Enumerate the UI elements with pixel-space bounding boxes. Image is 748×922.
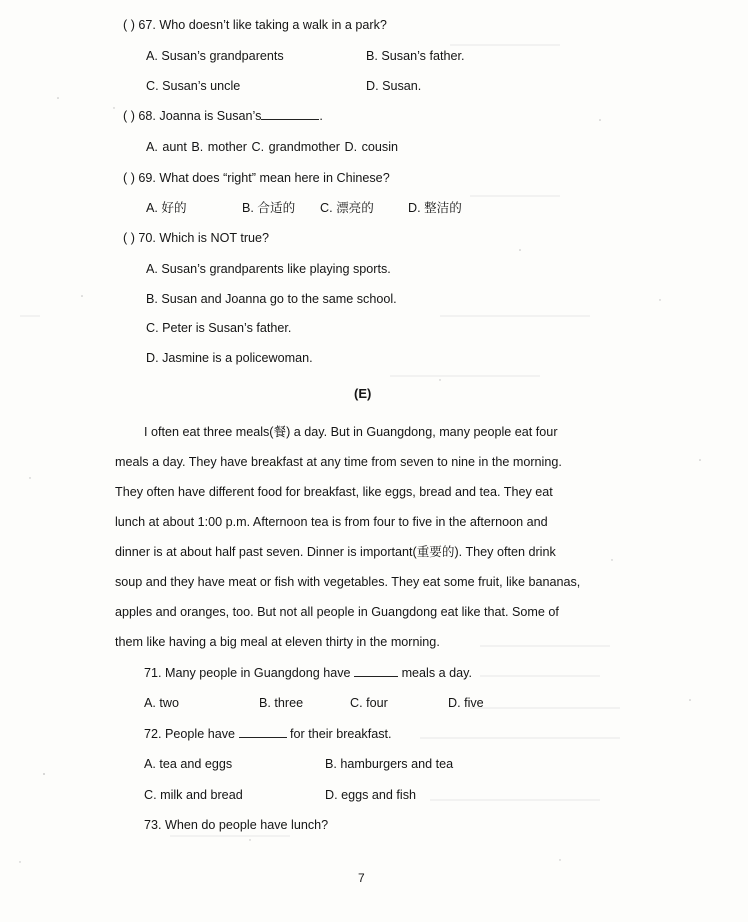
question-67-option-c: C. Susan’s uncle: [146, 79, 241, 93]
answer-blank: [261, 119, 319, 120]
question-72-option-b: B. hamburgers and tea: [325, 757, 454, 771]
question-68-options: A. aunt B. mother C. grandmother D. cousin: [146, 140, 398, 154]
question-71-stem-text: 71. Many people in Guangdong have: [144, 666, 351, 680]
page-number: 7: [358, 871, 365, 885]
question-73-stem: 73. When do people have lunch?: [144, 818, 329, 832]
passage-line: meals a day. They have breakfast at any time from seven to nine in the morning.: [115, 455, 562, 469]
answer-blank: [239, 737, 287, 738]
question-72-stem-text: 72. People have: [144, 727, 236, 741]
question-70-stem: ( ) 70. Which is NOT true?: [123, 231, 270, 245]
question-71-option-c: C. four: [350, 696, 388, 710]
question-67-stem: ( ) 67. Who doesn’t like taking a walk in a park?: [123, 18, 387, 32]
question-70-option-d: D. Jasmine is a policewoman.: [146, 351, 313, 365]
question-69-option-b: B. 合适的: [242, 201, 296, 215]
answer-blank: [354, 676, 398, 677]
passage-line: I often eat three meals(餐) a day. But in Guangdong, many people eat four: [144, 425, 558, 439]
question-71-option-b: B. three: [259, 696, 304, 710]
question-70-option-b: B. Susan and Joanna go to the same school.: [146, 292, 397, 306]
question-71-stem: [144, 665, 472, 681]
passage-line: lunch at about 1:00 p.m. Afternoon tea is from four to five in the afternoon and: [115, 515, 548, 529]
question-72-option-a: A. tea and eggs: [144, 757, 233, 771]
question-70-option-a: A. Susan’s grandparents like playing sports.: [146, 262, 391, 276]
question-69-option-a: A. 好的: [146, 201, 187, 215]
passage-line: apples and oranges, too. But not all people in Guangdong eat like that. Some of: [115, 605, 559, 619]
passage-line: them like having a big meal at eleven thirty in the morning.: [115, 635, 440, 649]
passage-line: soup and they have meat or fish with vegetables. They eat some fruit, like bananas,: [115, 575, 581, 589]
question-69-option-c: C. 漂亮的: [320, 201, 374, 215]
passage-line: dinner is at about half past seven. Dinner is important(重要的). They often drink: [115, 545, 556, 559]
question-69-option-d: D. 整洁的: [408, 201, 462, 215]
question-71-option-a: A. two: [144, 696, 179, 710]
question-71-option-d: D. five: [448, 696, 484, 710]
question-69-stem: ( ) 69. What does “right” mean here in Chinese?: [123, 171, 390, 185]
question-67-option-a: A. Susan’s grandparents: [146, 49, 284, 63]
question-72-stem: [144, 726, 392, 742]
question-71-stem-end: meals a day.: [401, 666, 473, 680]
question-72-option-d: D. eggs and fish: [325, 788, 417, 802]
section-e-heading: (E): [354, 386, 372, 401]
passage-line: They often have different food for breakfast, like eggs, bread and tea. They eat: [115, 485, 553, 499]
question-67-option-d: D. Susan.: [366, 79, 422, 93]
question-70-option-c: C. Peter is Susan’s father.: [146, 321, 292, 335]
question-67-option-b: B. Susan’s father.: [366, 49, 465, 63]
question-68-stem-end: .: [319, 109, 323, 123]
question-72-stem-end: for their breakfast.: [290, 727, 392, 741]
question-68-stem: [123, 108, 323, 124]
question-72-option-c: C. milk and bread: [144, 788, 243, 802]
question-68-stem-text: ( ) 68. Joanna is Susan’s: [123, 109, 262, 123]
